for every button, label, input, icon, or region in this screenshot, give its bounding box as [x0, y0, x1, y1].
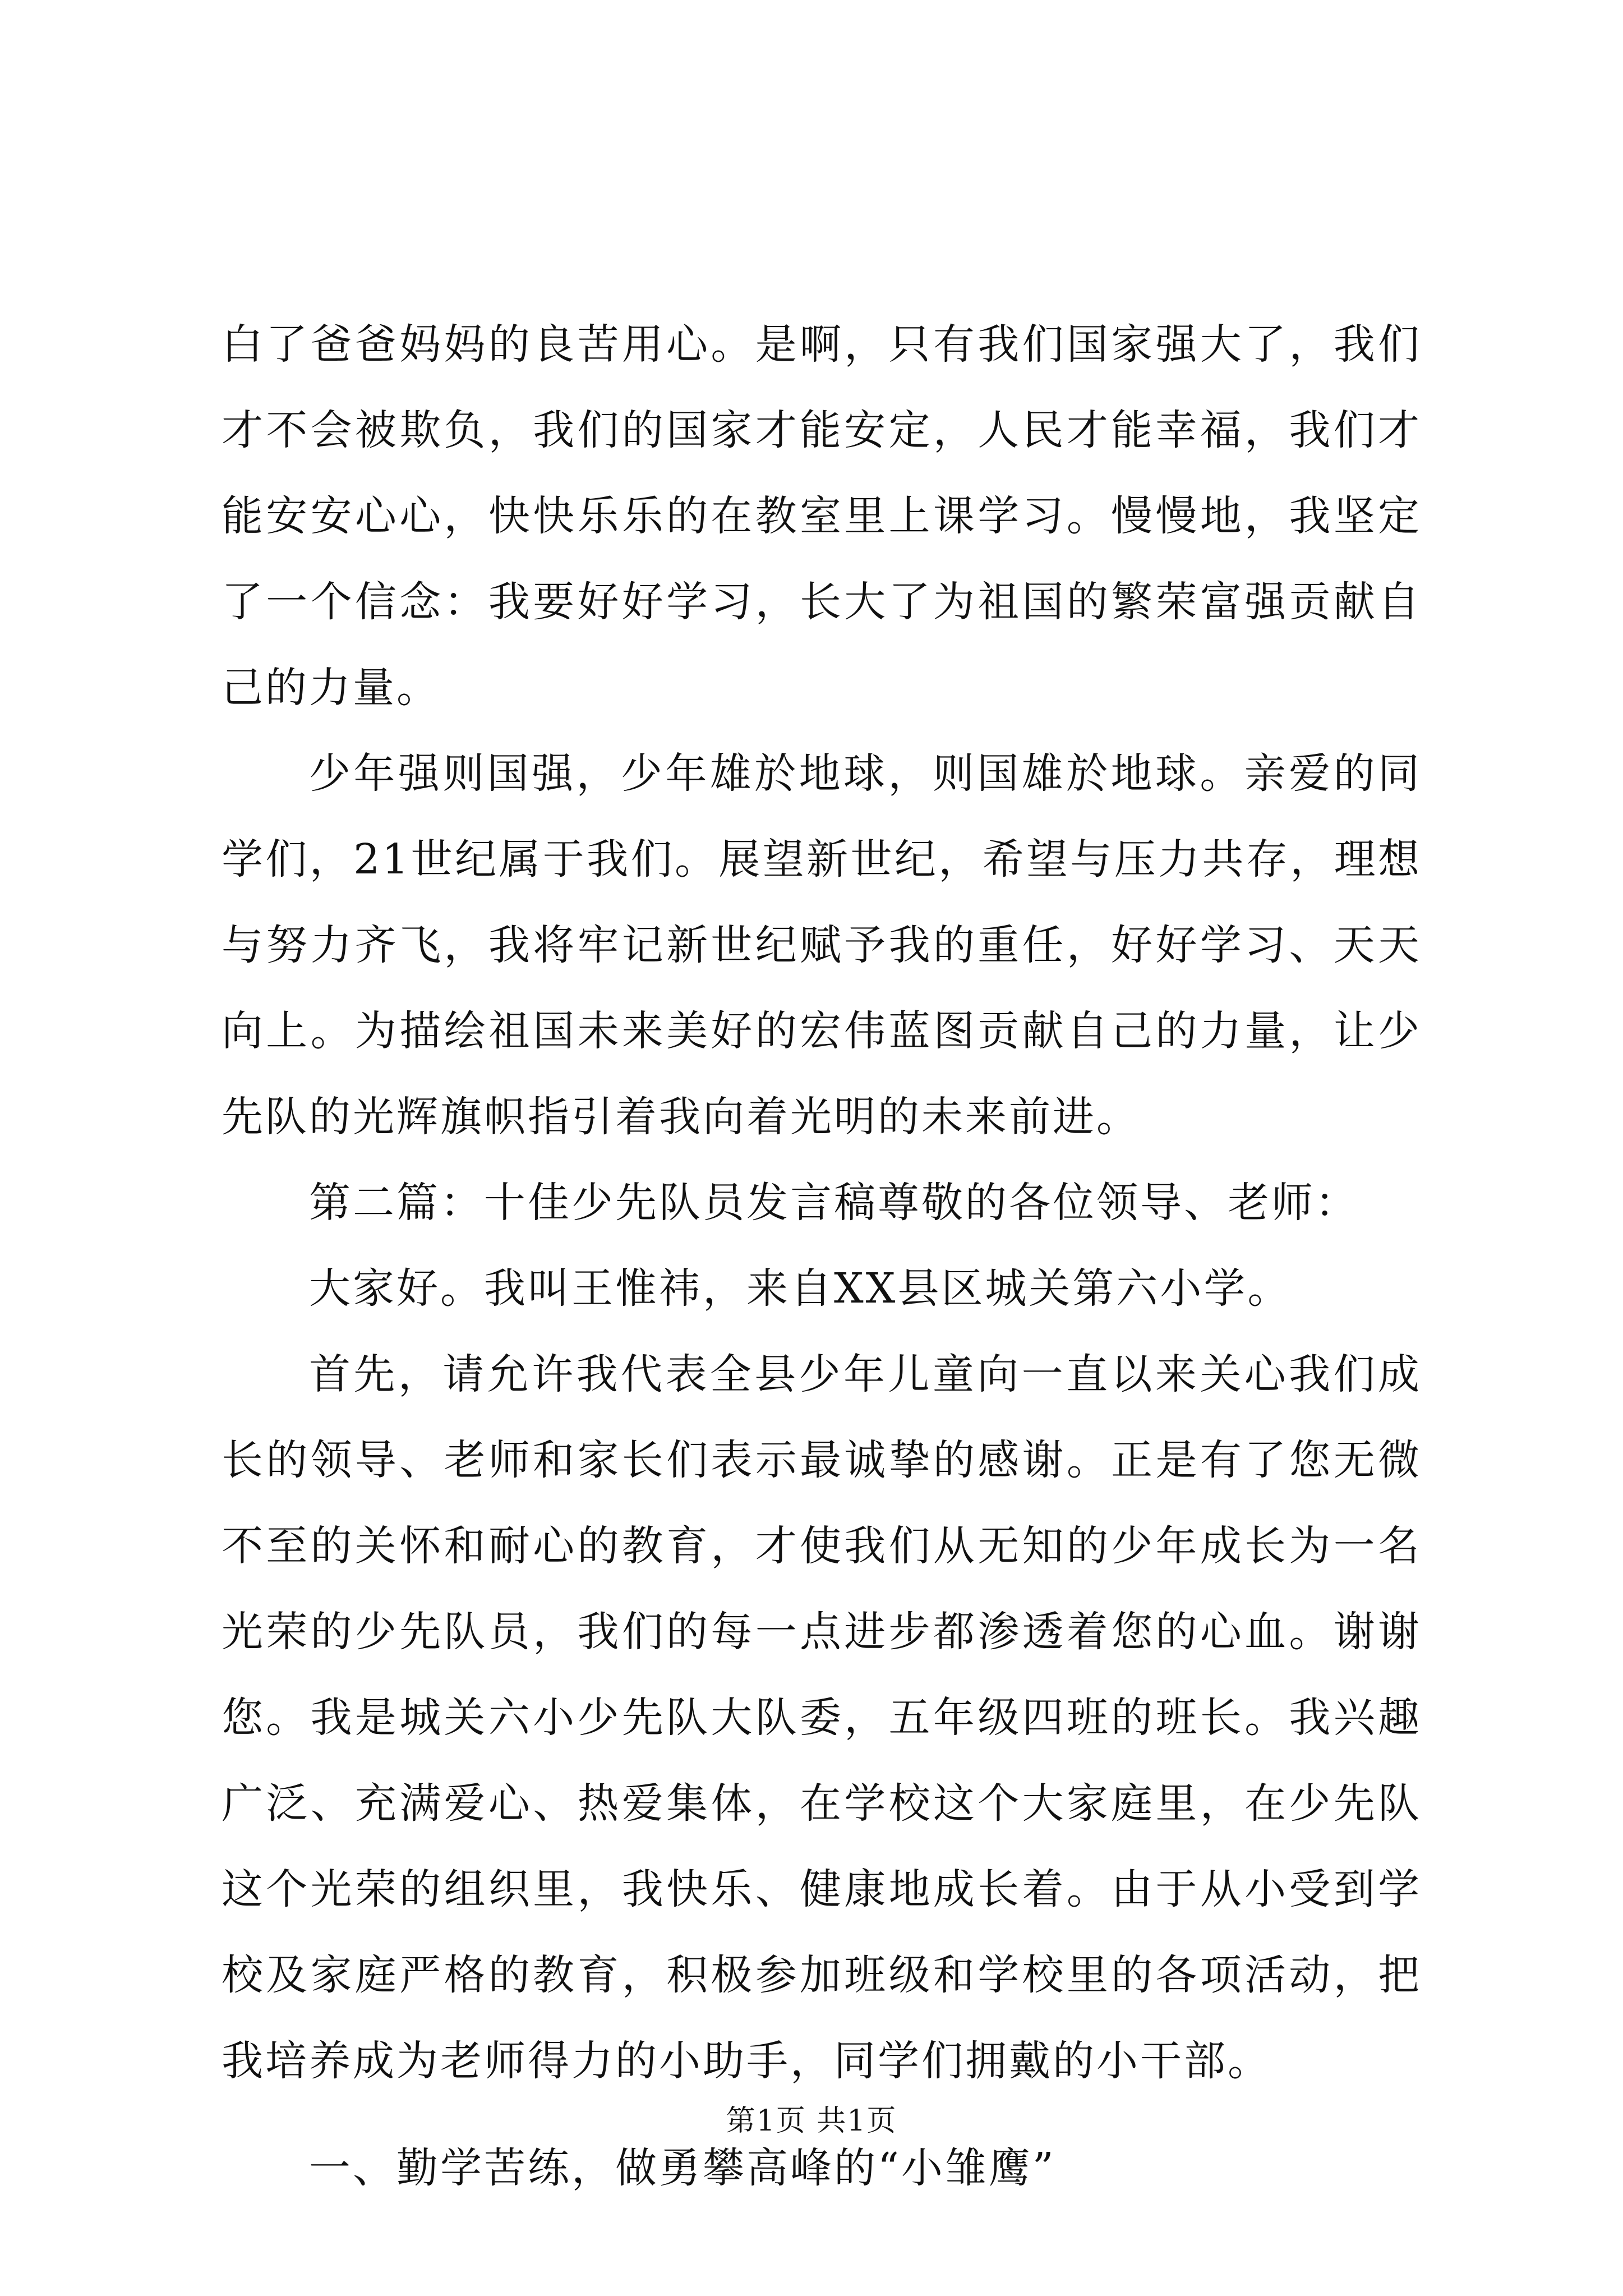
paragraph-6-subheading: 一、勤学苦练，做勇攀高峰的“小雏鹰”	[309, 2144, 1056, 2192]
paragraph-1: 白了爸爸妈妈的良苦用心。是啊，只有我们国家强大了，我们才不会被欺负，我们的国家才能安定，人民才能幸福，我们才能安安心心，快快乐乐的在教室里上课学习。慢慢地，我坚定了一个信念：我要好好学习，长大了为祖国的繁荣富强贡献自己的力量。	[222, 320, 1422, 712]
paragraph-2: 少年强则国强，少年雄於地球，则国雄於地球。亲爱的同学们，21世纪属于我们。展望新世纪，希望与压力共存，理想与努力齐飞，我将牢记新世纪赋予我的重任，好好学习、天天向上。为描绘祖国未来美好的宏伟蓝图贡献自己的力量，让少先队的光辉旗帜指引着我向着光明的未来前进。	[222, 749, 1422, 1141]
document-body	[222, 302, 1422, 2211]
page-footer: 第1页 共1页	[726, 2104, 897, 2138]
paragraph-3-section-title: 第二篇：十佳少先队员发言稿尊敬的各位领导、老师：	[309, 1179, 1359, 1227]
paragraph-5: 首先，请允许我代表全县少年儿童向一直以来关心我们成长的领导、老师和家长们表示最诚挚的感谢。正是有了您无微不至的关怀和耐心的教育，才使我们从无知的少年成长为一名光荣的少先队员，我们的每一点进步都渗透着您的心血。谢谢您。我是城关六小少先队大队委，五年级四班的班长。我兴趣广泛、充满爱心、热爱集体，在学校这个大家庭里，在少先队这个光荣的组织里，我快乐、健康地成长着。由于从小受到学校及家庭严格的教育，积极参加班级和学校里的各项活动，把我培养成为老师得力的小助手，同学们拥戴的小干部。	[222, 1350, 1422, 2085]
paragraph-4-greeting: 大家好。我叫王惟祎，来自XX县区城关第六小学。	[309, 1264, 1292, 1313]
